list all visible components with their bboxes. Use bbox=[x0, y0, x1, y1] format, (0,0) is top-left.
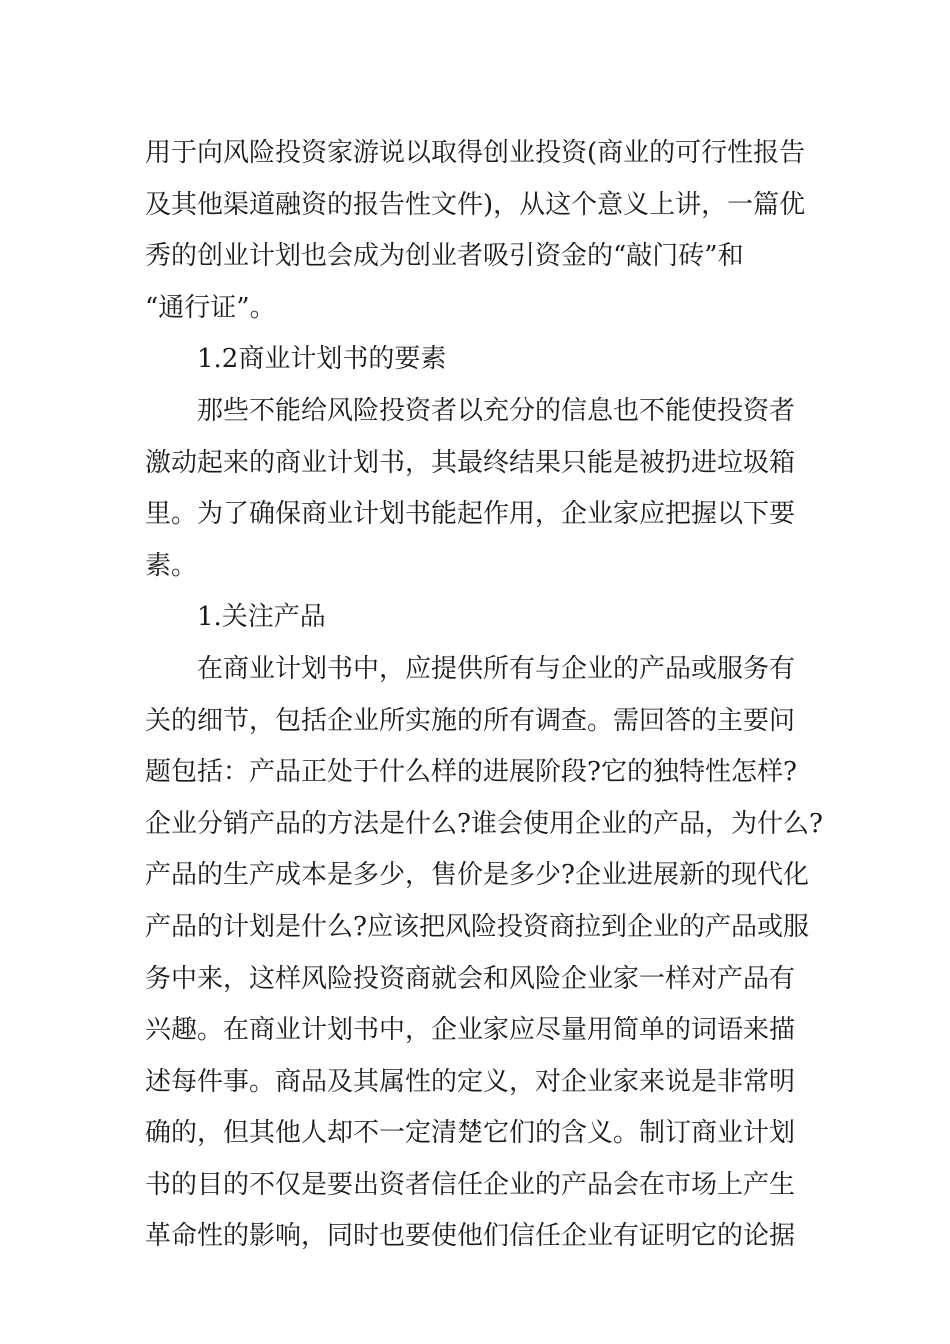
paragraph-line: 用于向风险投资家游说以取得创业投资(商业的可行性报告 bbox=[145, 138, 806, 168]
paragraph-line: 素。 bbox=[145, 550, 198, 581]
paragraph-line: 激动起来的商业计划书，其最终结果只能是被扔进垃圾箱 bbox=[145, 447, 796, 478]
document-body bbox=[145, 128, 823, 1263]
subsection-heading: 1.关注产品 bbox=[197, 602, 326, 633]
paragraph-first-line: 那些不能给风险投资者以充分的信息也不能使投资者 bbox=[197, 395, 796, 426]
paragraph-line: 述每件事。商品及其属性的定义，对企业家来说是非常明 bbox=[145, 1066, 796, 1097]
section-heading: 1.2商业计划书的要素 bbox=[197, 344, 447, 375]
paragraph-line: 产品的计划是什么?应该把风险投资商拉到企业的产品或服 bbox=[145, 911, 809, 942]
paragraph-line: 兴趣。在商业计划书中，企业家应尽量用简单的词语来描 bbox=[145, 1015, 796, 1046]
paragraph-line: 秀的创业计划也会成为创业者吸引资金的“敲门砖”和 bbox=[145, 241, 744, 272]
paragraph-line: 里。为了确保商业计划书能起作用，企业家应把握以下要 bbox=[145, 499, 796, 530]
paragraph-line: 及其他渠道融资的报告性文件)，从这个意义上讲，一篇优 bbox=[145, 189, 806, 220]
paragraph-line: 题包括：产品正处于什么样的进展阶段?它的独特性怎样? bbox=[145, 757, 797, 788]
paragraph-line: 产品的生产成本是多少，售价是多少?企业进展新的现代化 bbox=[145, 860, 809, 891]
paragraph-line: 务中来，这样风险投资商就会和风险企业家一样对产品有 bbox=[145, 963, 796, 994]
paragraph-first-line: 在商业计划书中，应提供所有与企业的产品或服务有 bbox=[197, 653, 796, 684]
paragraph-line: “通行证”。 bbox=[145, 292, 276, 323]
paragraph-line: 企业分销产品的方法是什么?谁会使用企业的产品，为什么? bbox=[145, 808, 823, 839]
paragraph-line: 关的细节，包括企业所实施的所有调查。需回答的主要问 bbox=[145, 705, 796, 736]
paragraph-line: 书的目的不仅是要出资者信任企业的产品会在市场上产生 bbox=[145, 1169, 796, 1200]
paragraph-line: 革命性的影响，同时也要使他们信任企业有证明它的论据 bbox=[145, 1221, 796, 1252]
paragraph-line: 确的，但其他人却不一定清楚它们的含义。制订商业计划 bbox=[145, 1118, 796, 1149]
